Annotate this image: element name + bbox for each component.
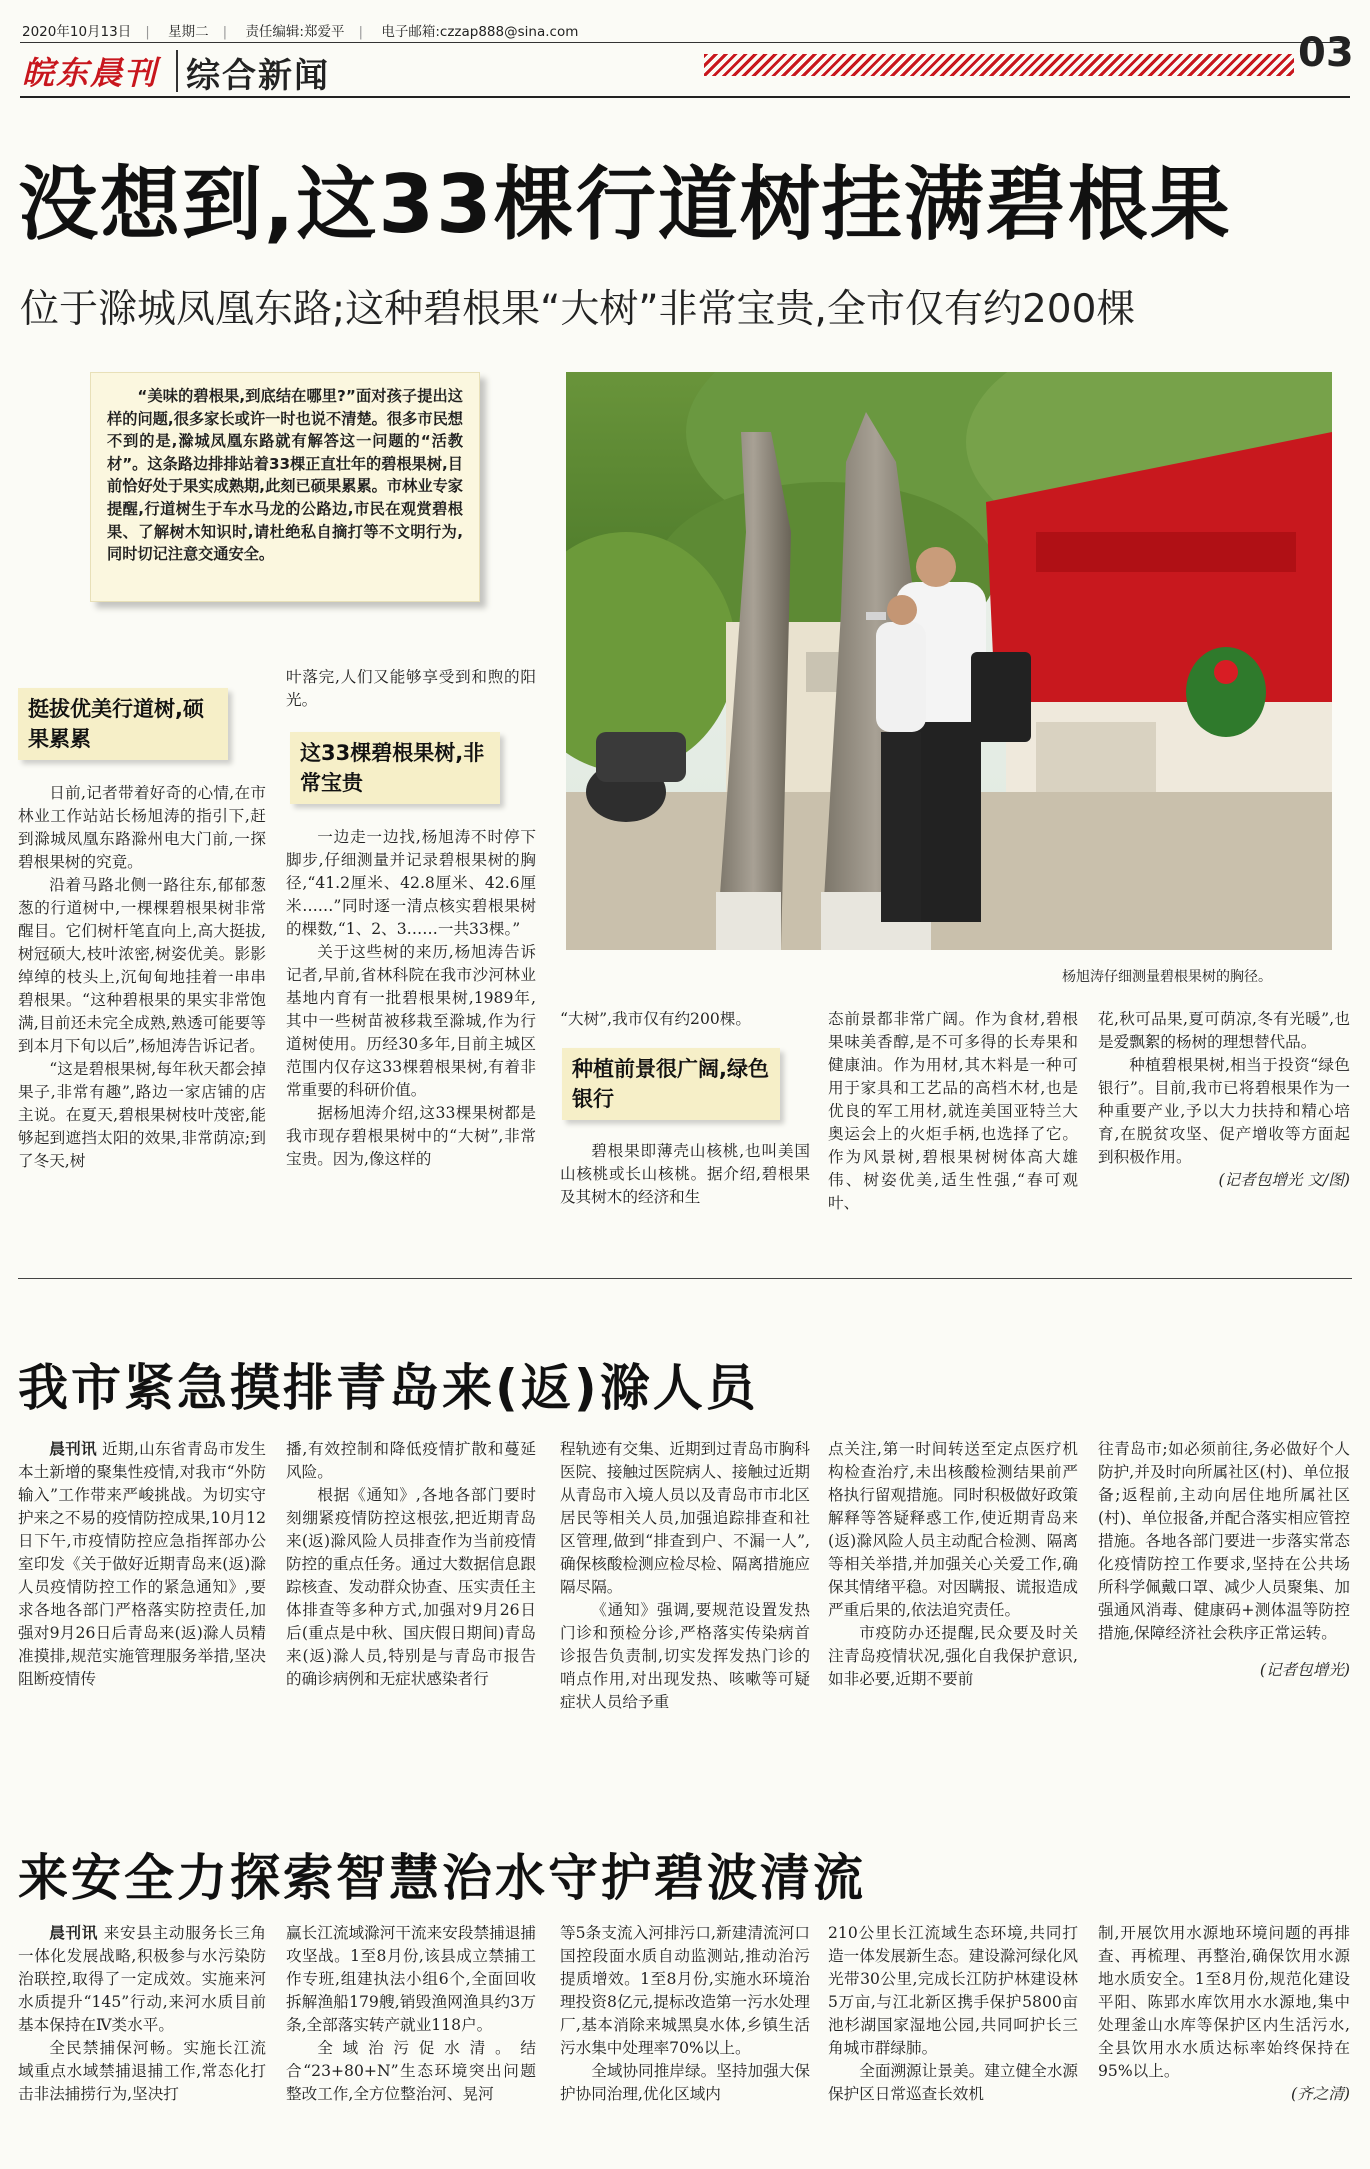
- paragraph: 全域协同推岸绿。坚持加强大保护协同治理,优化区域内: [560, 2062, 810, 2103]
- newspaper-logo: 皖东晨刊: [22, 54, 159, 92]
- paragraph: 《通知》强调,要规范设置发热门诊和预检分诊,严格落实传染病首诊报告负责制,切实发挥发热门诊的哨点作用,对出现发热、咳嗽等可疑症状人员给予重: [560, 1601, 810, 1711]
- paragraph: 往青岛市;如必须前往,务必做好个人防护,并及时向所属社区(村)、单位报备;返程前,主动向居住地所属社区(村)、单位报备,并配合落实相应管控措施。各地各部门要进一步落实常态化疫情防控工作要求,坚持在公共场所科学佩戴口罩、减少人员聚集、加强通风消毒、健康码+测体温等防控措施,保障经济社会秩序正常运转。: [1098, 1440, 1350, 1642]
- article3-col5: [1098, 1922, 1350, 2106]
- paragraph: “大树”,我市仅有约200棵。: [560, 1010, 752, 1028]
- article2-col1: [18, 1438, 266, 1691]
- paragraph: 全面溯源让景美。建立健全水源保护区日常巡查长效机: [828, 2062, 1078, 2103]
- paragraph: 210公里长江流域生态环境,共同打造一体发展新生态。建设滁河绿化风光带30公里,完成长江防护林建设林5万亩,与江北新区携手保护5800亩池杉湖国家湿地公园,共同呵护长三角城市群绿肺。: [828, 1924, 1078, 2057]
- article1-headline: 没想到,这33棵行道树挂满碧根果: [18, 158, 1232, 251]
- article2-col2: [286, 1438, 536, 1691]
- page-number: 03: [1298, 30, 1354, 76]
- article3-col1: [18, 1922, 266, 2106]
- article1-col3-body: [560, 1140, 810, 1209]
- paragraph: 沿着马路北侧一路往东,郁郁葱葱的行道树中,一棵棵碧根果树非常醒目。它们树杆笔直向上,高大挺拔,树冠硕大,枝叶浓密,树姿优美。影影绰绰的枝头上,沉甸甸地挂着一串串碧根果。“这种碧根果的果实非常饱满,目前还未完全成熟,熟透可能要等到本月下旬以后”,杨旭涛告诉记者。: [18, 876, 266, 1055]
- issue-weekday: 星期二: [168, 24, 209, 40]
- article1-col5: [1098, 1008, 1350, 1192]
- article3-col4: [828, 1922, 1078, 2106]
- article1-col2: [286, 826, 536, 1171]
- article1-subhead-b: 这33棵碧根果树,非常宝贵: [290, 732, 500, 804]
- editor-email: 电子邮箱:czzap888@sina.com: [381, 24, 579, 40]
- paragraph: 播,有效控制和降低疫情扩散和蔓延风险。: [286, 1440, 536, 1481]
- paragraph: 一边走一边找,杨旭涛不时停下脚步,仔细测量并记录碧根果树的胸径,“41.2厘米、42.8厘米、42.6厘米……”同时逐一清点核实碧根果树的棵数,“1、2、3……一共33棵。”: [286, 828, 536, 938]
- article1-byline: (记者包增光 文/图): [1218, 1171, 1350, 1189]
- article1-subhead-a: 挺拔优美行道树,硕果累累: [18, 688, 228, 760]
- tree-measurement-photo: [566, 372, 1332, 950]
- article1-col2-top: [286, 666, 536, 712]
- article1-col4: [828, 1008, 1078, 1215]
- article1-col3: [560, 1008, 810, 1031]
- paragraph: 来安县主动服务长三角一体化发展战略,积极参与水污染防治联控,取得了一定成效。实施来河水质提升“145”行动,来河水质目前基本保持在Ⅳ类水平。: [18, 1924, 266, 2034]
- news-tag: 晨刊讯: [49, 1924, 99, 1942]
- paragraph: 全域治污促水清。结合“23+80+N”生态环境突出问题整改工作,全方位整治河、晃河: [286, 2039, 536, 2103]
- paragraph: 点关注,第一时间转送至定点医疗机构检查治疗,未出核酸检测结果前严格执行留观措施。同时积极做好政策解释等答疑释惑工作,使近期青岛来(返)滁风险人员主动配合检测、隔离等相关举措,并加强关心关爱工作,确保其情绪平稳。对因瞒报、谎报造成严重后果的,依法追究责任。: [828, 1440, 1078, 1619]
- paragraph: “这是碧根果树,每年秋天都会掉果子,非常有趣”,路边一家店铺的店主说。在夏天,碧根果树枝叶茂密,能够起到遮挡太阳的效果,非常荫凉;到了冬天,树: [18, 1060, 266, 1170]
- section-title: 综合新闻: [186, 56, 330, 96]
- responsible-editor: 责任编辑:郑爱平: [245, 24, 345, 40]
- news-tag: 晨刊讯: [49, 1440, 97, 1458]
- masthead-bottom-rule: [20, 96, 1350, 98]
- issue-date: 2020年10月13日: [22, 24, 132, 40]
- article2-col3: [560, 1438, 810, 1714]
- article2-headline: 我市紧急摸排青岛来(返)滁人员: [18, 1359, 759, 1417]
- paragraph: 根据《通知》,各地各部门要时刻绷紧疫情防控这根弦,把近期青岛来(返)滁风险人员排查作为当前疫情防控的重点任务。通过大数据信息跟踪核查、发动群众协查、压实责任主体排查等多种方式,加强对9月26日后(重点是中秋、国庆假日期间)青岛来(返)滁人员,特别是与青岛市报告的确诊病例和无症状感染者行: [286, 1486, 536, 1688]
- paragraph: 叶落完,人们又能够享受到和煦的阳光。: [286, 668, 536, 709]
- article2-col4: [828, 1438, 1078, 1691]
- paragraph: 近期,山东省青岛市发生本土新增的聚集性疫情,对我市“外防输入”工作带来严峻挑战。为切实守护来之不易的疫情防控成果,10月12日下午,市疫情防控应急指挥部办公室印发《关于做好近期青岛来(返)滁人员疫情防控工作的紧急通知》,要求各地各部门严格落实防控责任,加强对9月26日后青岛来(返)滁人员精准摸排,规范实施管理服务举措,坚决阻断疫情传: [18, 1440, 266, 1688]
- article2-col5: [1098, 1438, 1350, 1682]
- paragraph: 据杨旭涛介绍,这33棵果树都是我市现存碧根果树中的“大树”,非常宝贵。因为,像这样的: [286, 1104, 536, 1168]
- article1-subheadline: 位于滁城凤凰东路;这种碧根果“大树”非常宝贵,全市仅有约200棵: [20, 287, 1136, 332]
- paragraph: 种植碧根果树,相当于投资“绿色银行”。目前,我市已将碧根果作为一种重要产业,予以大力扶持和精心培育,在脱贫攻坚、促产增收等方面起到积极作用。: [1098, 1056, 1350, 1166]
- paragraph: 程轨迹有交集、近期到过青岛市胸科医院、接触过医院病人、接触过近期从青岛市入境人员以及青岛市市北区居民等相关人员,加强追踪排查和社区管理,做到“排查到户、不漏一人”,确保核酸检测应检尽检、隔离措施应隔尽隔。: [560, 1440, 810, 1596]
- paragraph: 市疫防办还提醒,民众要及时关注青岛疫情状况,强化自我保护意识,如非必要,近期不要前: [828, 1624, 1078, 1688]
- article3-headline: 来安全力探索智慧治水守护碧波清流: [18, 1849, 866, 1907]
- article1-lead-box: [90, 372, 480, 602]
- masthead-meta: 2020年10月13日 | 星期二 | 责任编辑:郑爱平 | 电子邮箱:czzap888@sina.com: [22, 24, 579, 40]
- paragraph: 制,开展饮用水源地环境问题的再排查、再梳理、再整治,确保饮用水源地水质安全。1至8月份,规范化建设平阳、陈郢水库饮用水水源地,集中处理釜山水库等保护区内生活污水,全县饮用水水质达标率始终保持在95%以上。: [1098, 1924, 1350, 2080]
- article3-col2: [286, 1922, 536, 2106]
- paragraph: 日前,记者带着好奇的心情,在市林业工作站站长杨旭涛的指引下,赶到滁城凤凰东路滁州电大门前,一探碧根果树的究竟。: [18, 784, 266, 871]
- paragraph: 碧根果即薄壳山核桃,也叫美国山核桃或长山核桃。据介绍,碧根果及其树木的经济和生: [560, 1142, 810, 1206]
- article3-byline: (齐之清): [1291, 2085, 1350, 2103]
- article2-byline: (记者包增光): [1259, 1661, 1350, 1679]
- paragraph: 态前景都非常广阔。作为食材,碧根果味美香醇,是不可多得的长寿果和健康油。作为用材,其木料是一种可用于家具和工艺品的高档木材,也是优良的军工用材,就连美国亚特兰大奥运会上的火炬手柄,也选择了它。作为风景树,碧根果树树体高大雄伟、树姿优美,适生性强,“春可观叶、: [828, 1010, 1078, 1212]
- article1-photo: [566, 372, 1332, 950]
- paragraph: 全民禁捕保河畅。实施长江流域重点水域禁捕退捕工作,常态化打击非法捕捞行为,坚决打: [18, 2039, 266, 2103]
- article1-col1: [18, 782, 266, 1173]
- decorative-hatch-band: [704, 54, 1294, 76]
- paragraph: 关于这些树的来历,杨旭涛告诉记者,早前,省林科院在我市沙河林业基地内育有一批碧根果树,1989年,其中一些树苗被移栽至滁城,作为行道树使用。历经30多年,目前主城区范围内仅存这33棵碧根果树,有着非常重要的科研价值。: [286, 943, 536, 1099]
- article1-lead-text: “美味的碧根果,到底结在哪里?”面对孩子提出这样的问题,很多家长或许一时也说不清楚。很多市民想不到的是,滁城凤凰东路就有解答这一问题的“活教材”。这条路边排排站着33棵正直壮年的碧根果树,目前恰好处于果实成熟期,此刻已硕果累累。市林业专家提醒,行道树生于车水马龙的公路边,市民在观赏碧根果、了解树木知识时,请杜绝私自摘打等不文明行为,同时切记注意交通安全。: [107, 387, 463, 564]
- masthead-top-rule: [20, 42, 1350, 43]
- article3-col3: [560, 1922, 810, 2106]
- section-divider: [18, 1278, 1352, 1279]
- paragraph: 等5条支流入河排污口,新建清流河口国控段面水质自动监测站,推动治污提质增效。1至8月份,实施水环境治理投资8亿元,提标改造第一污水处理厂,基本消除来城黑臭水体,乡镇生活污水集中处理率70%以上。: [560, 1924, 810, 2057]
- article1-subhead-c: 种植前景很广阔,绿色银行: [562, 1048, 780, 1120]
- paragraph: 花,秋可品果,夏可荫凉,冬有光暖”,也是爱飘絮的杨树的理想替代品。: [1098, 1010, 1350, 1051]
- paragraph: 赢长江流域滁河干流来安段禁捕退捕攻坚战。1至8月份,该县成立禁捕工作专班,组建执法小组6个,全面回收拆解渔船179艘,销毁渔网渔具约3万条,全部落实转产就业118户。: [286, 1924, 536, 2034]
- photo-caption: 杨旭涛仔细测量碧根果树的胸径。: [1062, 969, 1272, 985]
- masthead-divider: [176, 50, 178, 92]
